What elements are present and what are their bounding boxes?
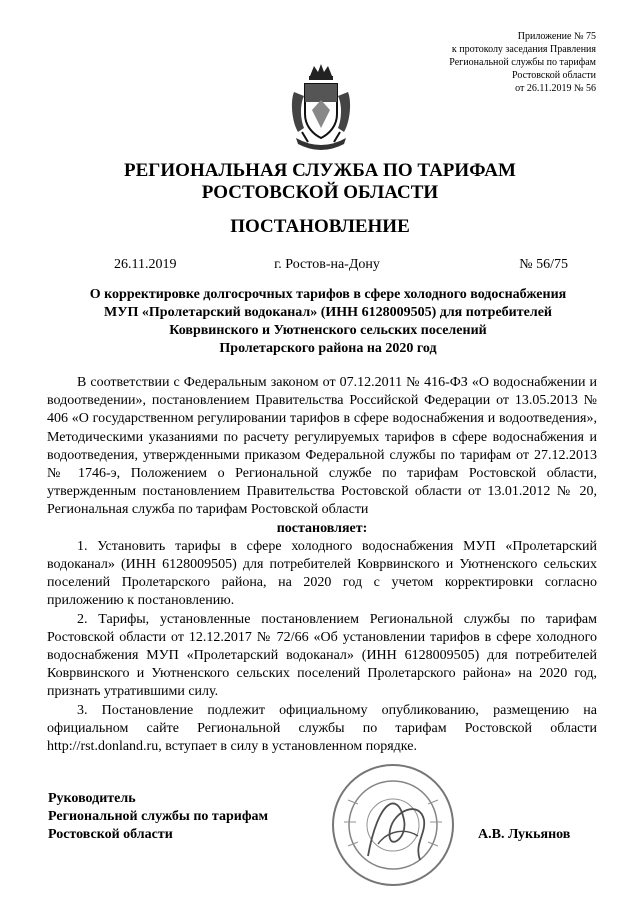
subject-line: О корректировке долгосрочных тарифов в сфере холодного водоснабжения — [89, 287, 567, 302]
document-type: ПОСТАНОВЛЕНИЕ — [230, 216, 410, 237]
preamble-paragraph: В соответствии с Федеральным законом от 07.12.2011 № 416-ФЗ «О водоснабжении и водоотведении», постановлением Правительства Российской Федерации от 13.05.2013 № 406 «О государственном регулировании тарифов в сфере водоснабжения и водоотведения», Методическими указаниями по расчету регулируемых тарифов в сфере водоснабжения и водоотведения, утвержденными приказом Федеральной службы по тарифам от 27.12.2013 № 1746-э, Положением о Региональной службе по тарифам Ростовской области, утвержденным постановлением Правительства Ростовской области от 13.01.2012 № 20, Региональная служба по тарифам Ростовской области — [47, 375, 597, 518]
subject-line: Пролетарского района на 2020 год — [219, 341, 437, 356]
organization-line: РОСТОВСКОЙ ОБЛАСТИ — [201, 182, 439, 203]
clause-3: 3. Постановление подлежит официальному опубликованию, размещению на официальном сайте Региональной службы по тарифам Ростовской области http://rst.donland.ru, вступает в силу в установленном порядке. — [47, 702, 597, 755]
clause-2: 2. Тарифы, установленные постановлением Региональной службы по тарифам Ростовской области от 12.12.2017 № 72/66 «Об установлении тарифов в сфере холодного водоснабжения МУП «Пролетарский водоканал» (ИНН 6128009505) для потребителей Коврвинского и Уютненского сельских поселений Пролетарского района» на 2020 год, признать утратившими силу. — [47, 611, 597, 700]
document-number: № 56/75 — [519, 257, 568, 272]
decree-word: постановляет: — [276, 520, 368, 536]
appendix-line: Приложение № 75 — [517, 31, 596, 42]
clause-1: 1. Установить тарифы в сфере холодного водоснабжения МУП «Пролетарский водоканал» (ИНН 6128009505) для потребителей Коврвинского и Уютненского сельских поселений Пролетарского района, на 2020 год с учетом корректировки согласно приложению к постановлению. — [47, 538, 597, 609]
position-line: Ростовской области — [48, 827, 173, 842]
organization-line: РЕГИОНАЛЬНАЯ СЛУЖБА ПО ТАРИФАМ — [124, 160, 516, 181]
organization-title — [0, 160, 640, 204]
subject-line: Коврвинского и Уютненского сельских поселений — [169, 323, 487, 338]
document-body — [47, 374, 597, 756]
appendix-note — [336, 30, 596, 95]
round-seal-icon — [328, 760, 458, 890]
position-line: Руководитель — [48, 791, 136, 806]
coat-of-arms-icon — [288, 62, 354, 154]
document-city: г. Ростов-на-Дону — [274, 257, 380, 272]
signatory-position — [48, 790, 268, 844]
appendix-line: от 26.11.2019 № 56 — [515, 83, 596, 94]
document-subject — [48, 286, 608, 358]
signatory-name: А.В. Лукьянов — [478, 827, 571, 842]
subject-line: МУП «Пролетарский водоканал» (ИНН 6128009505) для потребителей — [104, 305, 552, 320]
document-date: 26.11.2019 — [114, 257, 177, 272]
appendix-line: Ростовской области — [512, 70, 596, 81]
position-line: Региональной службы по тарифам — [48, 809, 269, 824]
appendix-line: Региональной службы по тарифам — [449, 57, 596, 68]
appendix-line: к протоколу заседания Правления — [451, 44, 596, 55]
